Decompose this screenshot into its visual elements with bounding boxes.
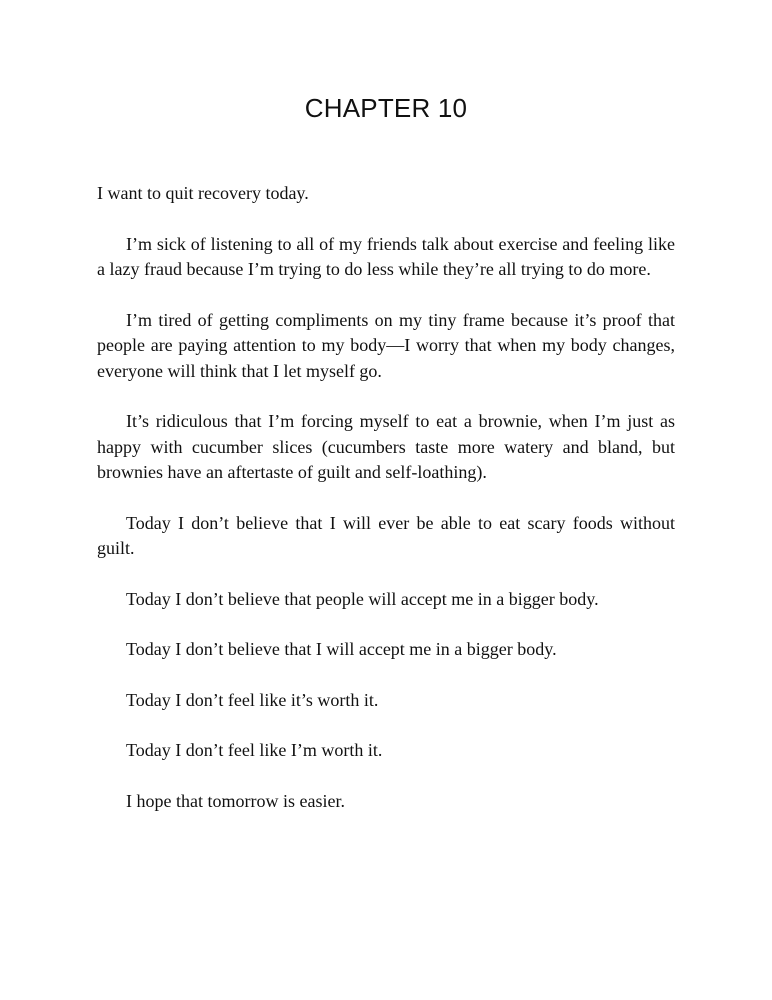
paragraph-2: I’m sick of listening to all of my friends talk about exercise and feeling like a lazy fraud because I’m trying to do less while they’re all trying to do more. — [97, 233, 675, 279]
paragraph-6: Today I don’t believe that people will accept me in a bigger body. — [126, 588, 599, 609]
paragraph-3: I’m tired of getting compliments on my tiny frame because it’s proof that people are paying attention to my body—I worry that when my body changes, everyone will think that I let myself go. — [97, 309, 675, 381]
paragraph-10: I hope that tomorrow is easier. — [126, 790, 345, 811]
paragraph-1: I want to quit recovery today. — [97, 183, 309, 203]
chapter-title: CHAPTER 10 — [304, 93, 468, 123]
paragraph-4: It’s ridiculous that I’m forcing myself to eat a brownie, when I’m just as happy with cucumber slices (cucumbers taste more watery and bland, but brownies have an aftertaste of guilt and self-loathing). — [97, 411, 675, 482]
paragraph-5: Today I don’t believe that I will ever be able to eat scary foods without guilt. — [97, 512, 675, 558]
paragraph-9: Today I don’t feel like I’m worth it. — [126, 740, 383, 760]
paragraph-7: Today I don’t believe that I will accept me in a bigger body. — [126, 639, 557, 659]
chapter-body — [97, 181, 675, 839]
paragraph-8: Today I don’t feel like it’s worth it. — [126, 689, 379, 710]
